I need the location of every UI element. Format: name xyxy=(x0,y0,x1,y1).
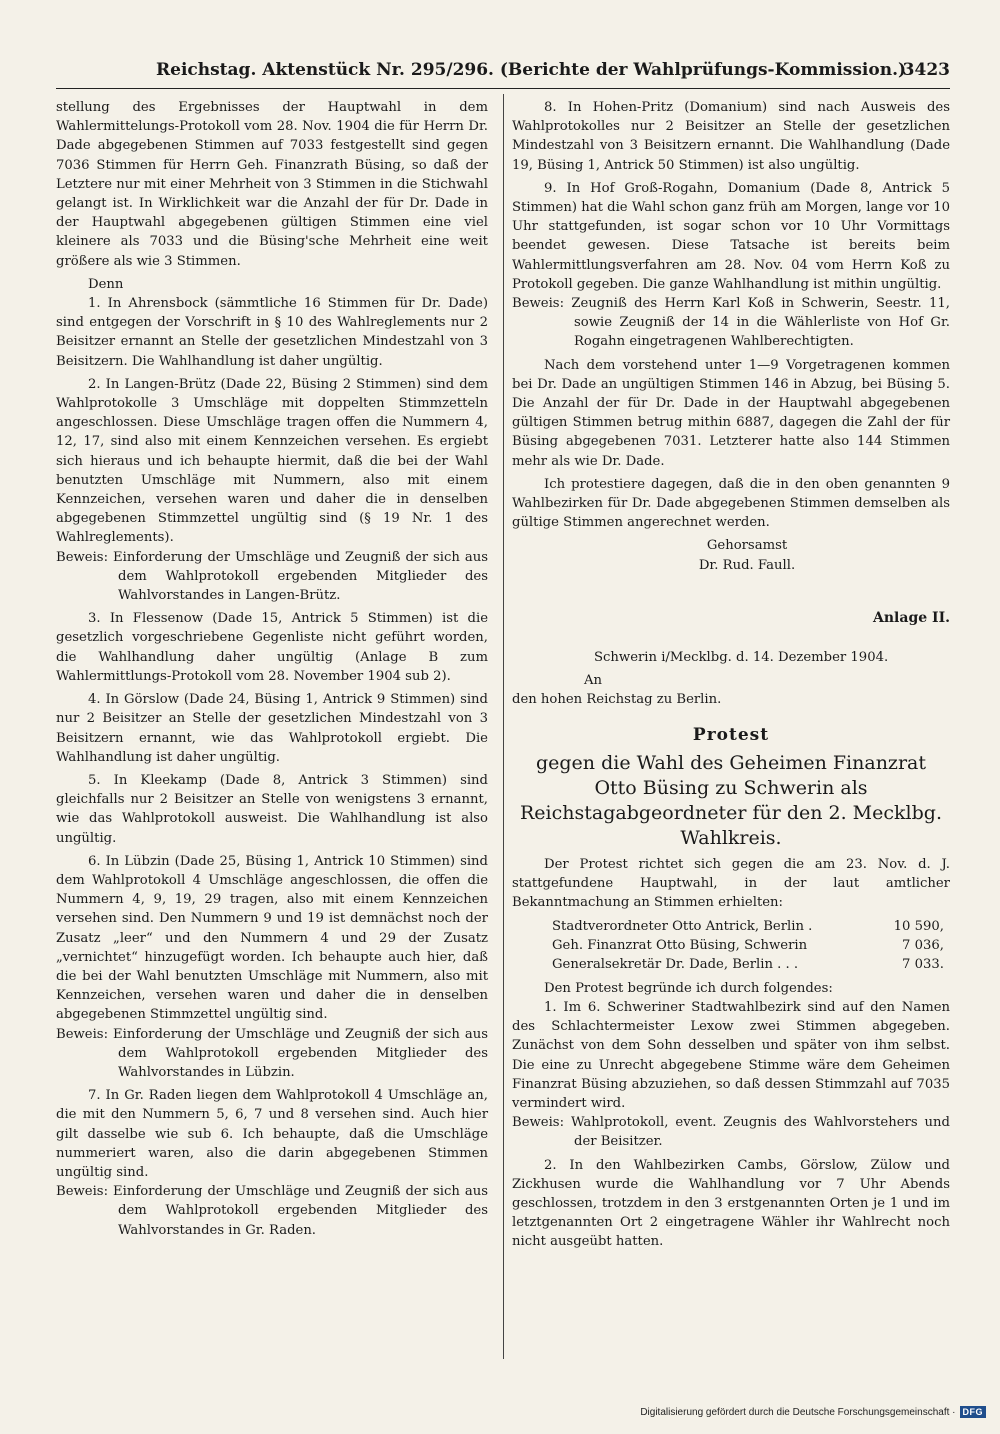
paragraph: 5. In Kleekamp (Dade 8, Antrick 3 Stimmen) sind gleichfalls nur 2 Beisitzer an Stelle von wenigstens 3 ernannt, wie das Wahlprotokoll ausweist. Die Wahlhandlung ist also ungültig. xyxy=(56,772,488,846)
page-number: 3423 xyxy=(902,60,950,80)
vote-row xyxy=(552,955,944,974)
candidate-votes: 7 036, xyxy=(902,937,944,953)
running-title: Reichstag. Aktenstück Nr. 295/296. (Berichte der Wahlprüfungs-Kommission.) xyxy=(156,60,907,80)
evidence-note: Beweis: Zeugniß des Herrn Karl Koß in Schwerin, Seestr. 11, sowie Zeugniß der 14 in die Wählerliste von Hof Gr. Rogahn eingetragenen Wahlberechtigten. xyxy=(512,296,950,350)
paragraph: Denn xyxy=(88,276,124,292)
evidence-note: Beweis: Einforderung der Umschläge und Zeugniß der sich aus dem Wahlprotokoll ergebenden Mitglieder des Wahlvorstandes in Gr. Raden. xyxy=(56,1184,488,1238)
paragraph: 9. In Hof Groß-Rogahn, Domanium (Dade 8, Antrick 5 Stimmen) hat die Wahl schon ganz früh am Morgen, lange vor 10 Uhr stattgefunden, ist sogar schon vor 10 Uhr Vormittags beendet gewesen. Diese Tatsache ist bereits beim Wahlermittlungsverfahren am 28. Nov. 04 vom Herrn Koß zu Protokoll gegeben. Die ganze Wahlhandlung ist mithin ungültig. xyxy=(512,180,950,292)
paragraph: Nach dem vorstehend unter 1—9 Vorgetragenen kommen bei Dr. Dade an ungültigen Stimmen 146 in Abzug, bei Büsing 5. Die Anzahl der für Dr. Dade in der Hauptwahl abgegebenen gültigen Stimmen betrug mithin 6887, dagegen die Zahl der für Büsing abgegebenen 7031. Letzterer hatte also 144 Stimmen mehr als wie Dr. Dade. xyxy=(512,357,950,469)
salutation-an: An xyxy=(584,673,603,689)
paragraph: 4. In Görslow (Dade 24, Büsing 1, Antrick 9 Stimmen) sind nur 2 Beisitzer an Stelle der gesetzlichen Mindestzahl von 3 Beisitzern ernannt, wie das Wahlprotokoll ergiebt. Die Wahlhandlung ist daher ungültig. xyxy=(56,692,488,765)
vote-row xyxy=(552,936,944,955)
signature: Dr. Rud. Faull. xyxy=(698,557,796,573)
paragraph: 2. In Langen-Brütz (Dade 22, Büsing 2 Stimmen) sind dem Wahlprotokolle 3 Umschläge mit doppelten Stimmzetteln angeschlossen. Diese Umschläge tragen offen die Nummern 4, 12, 17, sind also mit einem Kennzeichen versehen. Es ergiebt sich hieraus und ich behaupte hiermit, daß die bei der Wahl benutzten Umschläge mit Nummern, also mit einem Kennzeichen, versehen waren und daher die in denselben abgegebenen Stimmzettel ungültig sind (§ 19 Nr. 1 des Wahlreglements). xyxy=(56,376,488,546)
paragraph: Den Protest begründe ich durch folgendes: xyxy=(544,980,833,996)
evidence-note: Beweis: Einforderung der Umschläge und Zeugniß der sich aus dem Wahlprotokoll ergebenden Mitglieder des Wahlvorstandes in Langen-Brütz. xyxy=(56,549,488,604)
paragraph: 2. In den Wahlbezirken Cambs, Görslow, Zülow und Zickhusen wurde die Wahlhandlung vor 7 Uhr Abends geschlossen, trotzdem in den 3 erstgenannten Orten je 1 und im letztgenannten Ort 2 eingetragene Wähler ihr Wahlrecht noch nicht ausgeübt hatten. xyxy=(512,1157,950,1250)
candidate-name: Stadtverordneter Otto Antrick, Berlin . xyxy=(552,918,813,934)
paragraph: 6. In Lübzin (Dade 25, Büsing 1, Antrick 10 Stimmen) sind dem Wahlprotokoll 4 Umschläge angeschlossen, die offen die Nummern 4, 9, 19, 29 tragen, also mit einem Kennzeichen versehen sind. Den Nummern 9 und 19 ist demnächst noch der Zusatz „leer“ und den Nummern 4 und 29 der Zusatz „vernichtet“ hinzugefügt worden. Ich behaupte auch hier, daß die bei der Wahl benutzten Umschläge mit Nummern, also mit Kennzeichen, versehen waren und daher die in denselben abgegebenen Stimmzettel ungültig sind. xyxy=(56,853,488,1023)
candidate-name: Generalsekretär Dr. Dade, Berlin . . . xyxy=(552,957,799,973)
appendix-label: Anlage II. xyxy=(873,609,950,626)
paragraph: 3. In Flessenow (Dade 15, Antrick 5 Stimmen) ist die gesetzlich vorgeschriebene Gegenliste nicht geführt worden, die Wahlhandlung daher ungültig (Anlage B zum Wahlermittlungs-Protokoll vom 28. November 1904 sub 2). xyxy=(56,611,488,684)
protest-heading: Protest xyxy=(692,724,770,745)
vote-results xyxy=(552,917,950,975)
paragraph: 1. Im 6. Schweriner Stadtwahlbezirk sind auf den Namen des Schlachtermeister Lexow zwei Stimmen abgegeben. Zunächst von dem Sohn desselben und später von ihm selbst. Die eine zu Unrecht abgegebene Stimme wäre dem Geheimen Finanzrat Büsing abzuziehen, so daß dessen Stimmzahl auf 7035 vermindert wird. xyxy=(512,999,950,1111)
left-column xyxy=(56,98,488,1240)
evidence-note: Beweis: Wahlprotokoll, event. Zeugnis des Wahlvorstehers und der Beisitzer. xyxy=(512,1115,950,1150)
paragraph: 8. In Hohen-Pritz (Domanium) sind nach Ausweis des Wahlprotokolles nur 2 Beisitzer an Stelle der gesetzlichen Mindestzahl von 3 Beisitzern ernannt. Die Wahlhandlung (Dade 19, Büsing 1, Antrick 50 Stimmen) ist also ungültig. xyxy=(512,100,950,173)
candidate-votes: 7 033. xyxy=(902,957,944,973)
protest-subtitle: gegen die Wahl des Geheimen Finanzrat Otto Büsing zu Schwerin als Reichstagabgeordneter für den 2. Mecklbg. Wahlkreis. xyxy=(520,751,942,849)
right-column xyxy=(512,98,950,1252)
vote-row xyxy=(552,917,944,936)
header-rule xyxy=(56,88,950,89)
digitization-footer xyxy=(640,1406,986,1418)
paragraph: Der Protest richtet sich gegen die am 23. Nov. d. J. stattgefundene Hauptwahl, in der laut amtlicher Bekanntmachung an Stimmen erhielten: xyxy=(512,856,950,911)
candidate-votes: 10 590, xyxy=(893,918,944,934)
addressee: den hohen Reichstag zu Berlin. xyxy=(512,692,722,708)
column-divider xyxy=(503,94,504,1359)
page-header xyxy=(56,60,950,86)
paragraph: Ich protestiere dagegen, daß die in den oben genannten 9 Wahlbezirken für Dr. Dade abgegebenen Stimmen demselben als gültige Stimmen angerechnet werden. xyxy=(512,476,950,531)
closing-formula: Gehorsamst xyxy=(706,538,788,554)
paragraph: stellung des Ergebnisses der Hauptwahl in dem Wahlermittelungs-Protokoll vom 28. Nov. 1904 die für Herrn Dr. Dade abgegebenen Stimmen auf 7033 festgestellt sind gegen 7036 Stimmen für Herrn Geh. Finanzrath Büsing, so daß der Letztere nur mit einer Mehrheit von 3 Stimmen in die Stichwahl gelangt ist. In Wirklichkeit war die Anzahl der für Dr. Dade in der Hauptwahl abgegebenen gültigen Stimmen eine viel kleinere als 7033 und die Büsing'sche Mehrheit eine weit größere als wie 3 Stimmen. xyxy=(56,100,488,269)
paragraph: 1. In Ahrensbock (sämmtliche 16 Stimmen für Dr. Dade) sind entgegen der Vorschrift in § 10 des Wahlreglements nur 2 Beisitzer ernannt an Stelle der gesetzlichen Mindestzahl von 3 Beisitzern. Die Wahlhandlung ist daher ungültig. xyxy=(56,296,488,369)
paragraph: 7. In Gr. Raden liegen dem Wahlprotokoll 4 Umschläge an, die mit den Nummern 5, 6, 7 und 8 versehen sind. Auch hier gilt dasselbe wie sub 6. Ich behaupte, daß die Umschläge nummeriert waren, also die darin abgegebenen Stimmen ungültig sind. xyxy=(56,1088,488,1180)
date-line: Schwerin i/Mecklbg. d. 14. Dezember 1904. xyxy=(594,650,889,666)
dfg-logo: DFG xyxy=(960,1406,987,1418)
footer-text: Digitalisierung gefördert durch die Deutsche Forschungsgemeinschaft · xyxy=(640,1406,956,1418)
candidate-name: Geh. Finanzrat Otto Büsing, Schwerin xyxy=(552,937,808,953)
evidence-note: Beweis: Einforderung der Umschläge und Zeugniß der sich aus dem Wahlprotokoll ergebenden Mitglieder des Wahlvorstandes in Lübzin. xyxy=(56,1026,488,1080)
